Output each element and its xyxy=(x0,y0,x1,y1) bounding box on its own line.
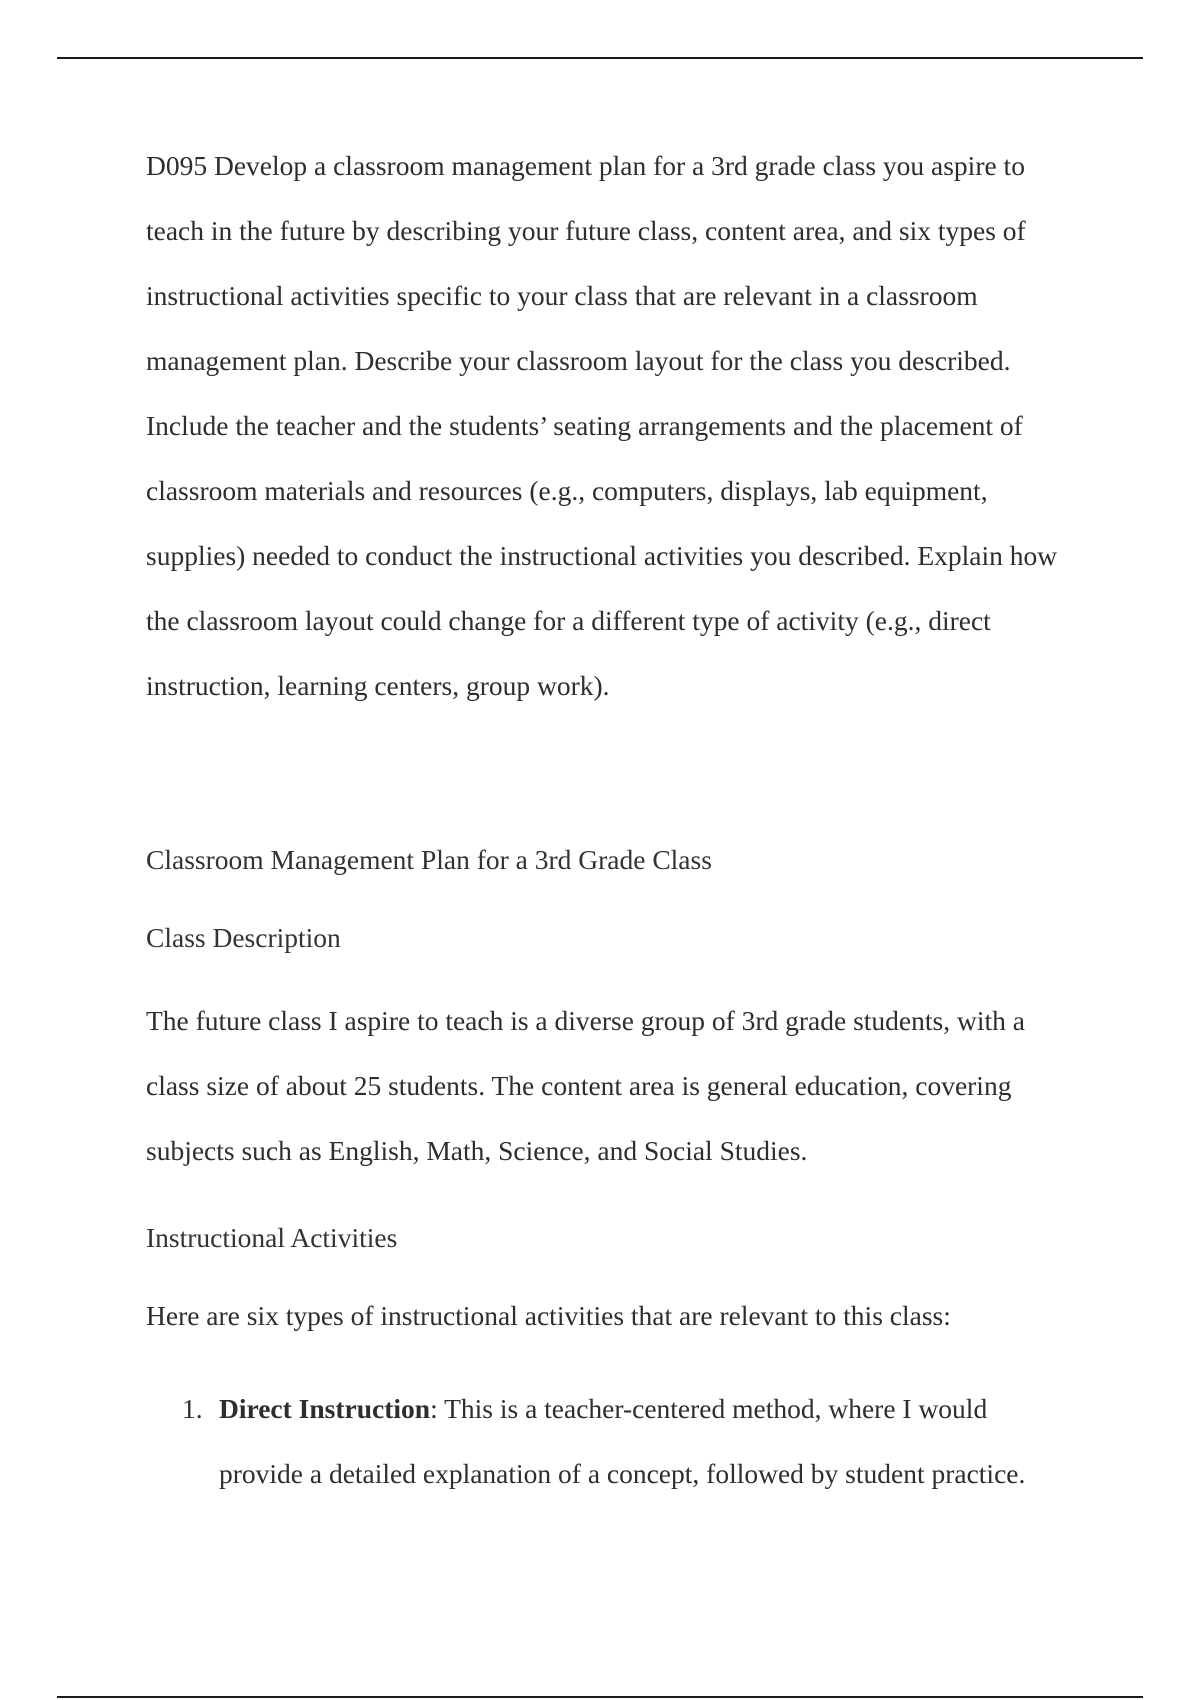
list-item xyxy=(146,1376,1066,1506)
activity-list xyxy=(146,1376,1066,1506)
list-item-description: : This is a teacher-centered method, where I would provide a detailed explanation of a concept, followed by student practice. xyxy=(219,1393,1026,1489)
list-item-number: 1. xyxy=(182,1393,203,1424)
class-description-heading: Class Description xyxy=(146,922,341,953)
instructional-activities-heading: Instructional Activities xyxy=(146,1222,398,1253)
top-rule xyxy=(57,57,1143,59)
list-item-term: Direct Instruction xyxy=(219,1393,431,1424)
assignment-prompt: D095 Develop a classroom management plan for a 3rd grade class you aspire to teach in the future by describing your future class, content area, and six types of instructional activities specific to your class that are relevant in a classroom management plan. Describe your classroom layout for the class you described. Include the teacher and the students’ seating arrangements and the placement of classroom materials and resources (e.g., computers, displays, lab equipment, supplies) needed to conduct the instructional activities you described. Explain how the classroom layout could change for a different type of activity (e.g., direct instruction, learning centers, group work). xyxy=(146,150,1058,701)
instructional-activities-intro: Here are six types of instructional activities that are relevant to this class: xyxy=(146,1300,951,1331)
bottom-rule xyxy=(57,1696,1143,1698)
plan-title: Classroom Management Plan for a 3rd Grade Class xyxy=(146,844,712,875)
class-description-text: The future class I aspire to teach is a diverse group of 3rd grade students, with a class size of about 25 students. The content area is general education, covering subjects such as English, Math, Science, and Social Studies. xyxy=(146,1005,1025,1166)
document-body xyxy=(146,133,1066,1506)
